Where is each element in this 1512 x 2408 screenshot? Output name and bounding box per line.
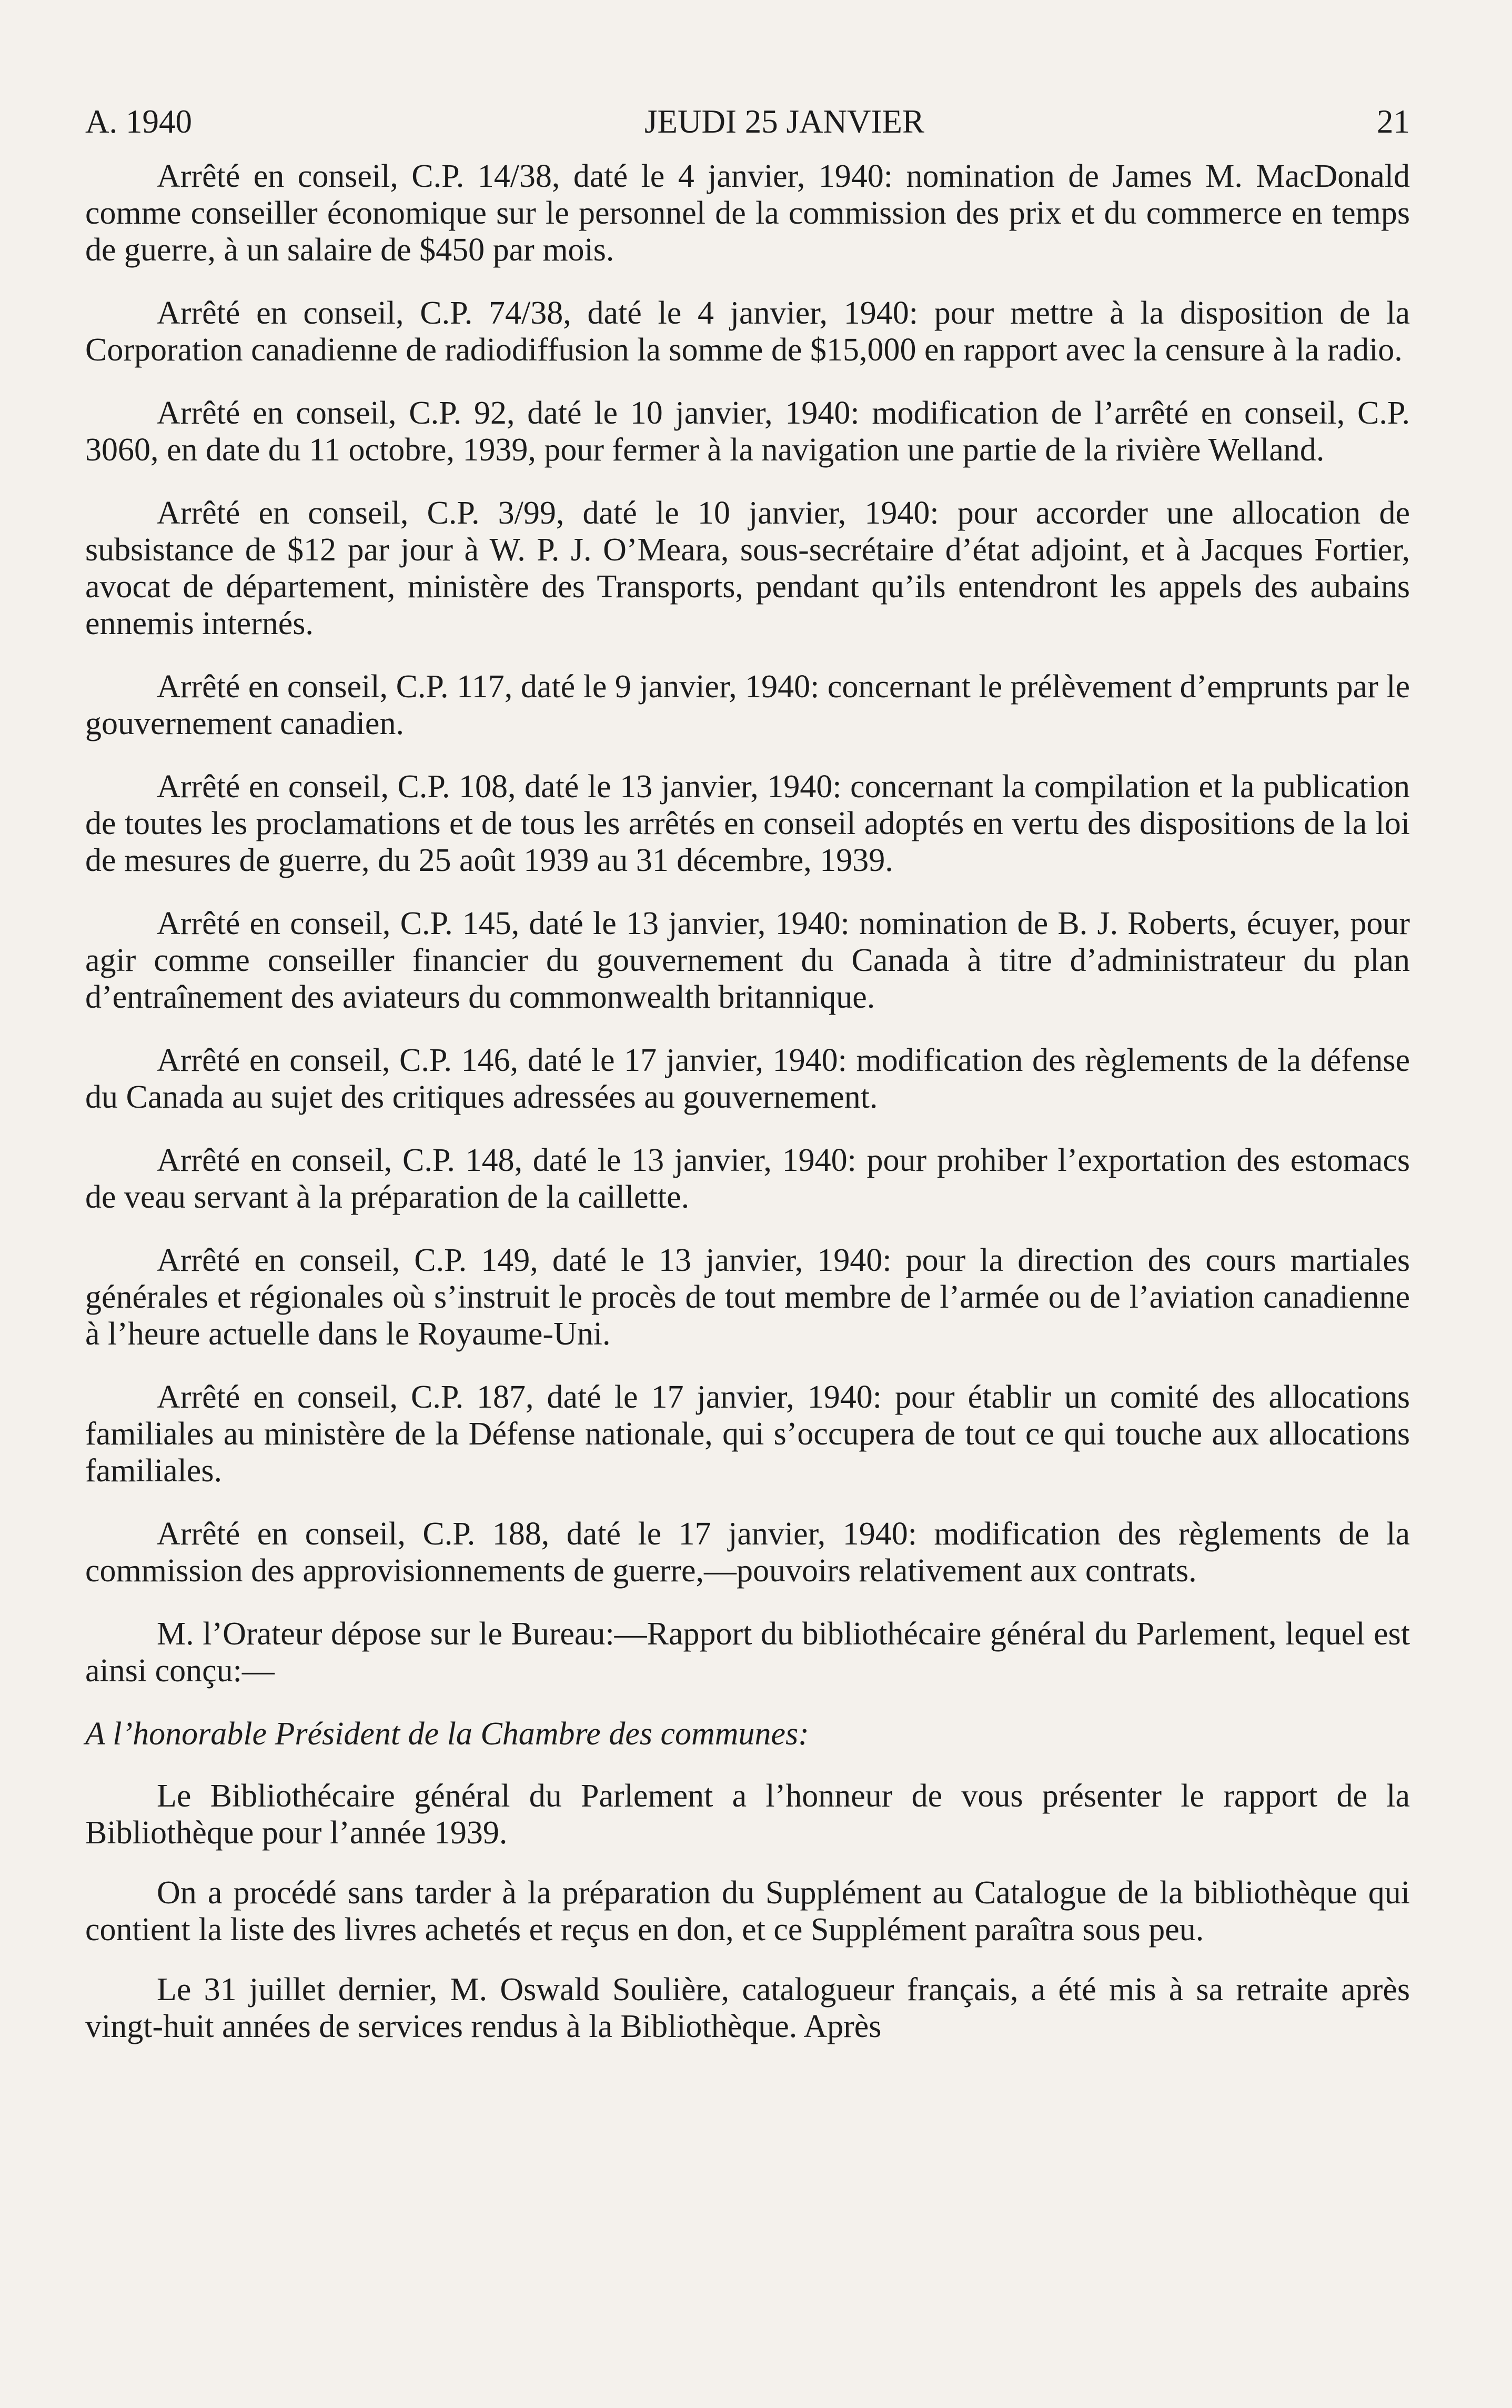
- order-paragraph: Arrêté en conseil, C.P. 14/38, daté le 4 janvier, 1940: nomination de James M. MacDonald comme conseiller économique sur le personnel de la commission des prix et du commerce en temps de guerre, à un salaire de $450 par mois.: [85, 158, 1410, 268]
- report-paragraph: Le 31 juillet dernier, M. Oswald Soulière, catalogueur français, a été mis à sa retraite après vingt-huit années de services rendus à la Bibliothèque. Après: [85, 1972, 1410, 2044]
- order-paragraph: Arrêté en conseil, C.P. 108, daté le 13 janvier, 1940: concernant la compilation et la publication de toutes les proclamations et de tous les arrêtés en conseil adoptés en vertu des dispositions de la loi de mesures de guerre, du 25 août 1939 au 31 décembre, 1939.: [85, 769, 1410, 878]
- header-year: A. 1940: [85, 103, 192, 140]
- order-paragraph: Arrêté en conseil, C.P. 117, daté le 9 janvier, 1940: concernant le prélèvement d’emprunts par le gouvernement canadien.: [85, 669, 1410, 741]
- order-paragraph: Arrêté en conseil, C.P. 146, daté le 17 janvier, 1940: modification des règlements de la défense du Canada au sujet des critiques adressées au gouvernement.: [85, 1042, 1410, 1115]
- order-paragraph: Arrêté en conseil, C.P. 74/38, daté le 4 janvier, 1940: pour mettre à la disposition de la Corporation canadienne de radiodiffusion la somme de $15,000 en rapport avec la censure à la radio.: [85, 295, 1410, 368]
- header-page-number: 21: [1377, 103, 1410, 140]
- order-paragraph: Arrêté en conseil, C.P. 188, daté le 17 janvier, 1940: modification des règlements de la commission des approvisionnements de guerre,—pouvoirs relativement aux contrats.: [85, 1516, 1410, 1589]
- report-paragraph: On a procédé sans tarder à la préparation du Supplément au Catalogue de la bibliothèque qui contient la liste des livres achetés et reçus en don, et ce Supplément paraîtra sous peu.: [85, 1875, 1410, 1948]
- order-paragraph: Arrêté en conseil, C.P. 148, daté le 13 janvier, 1940: pour prohiber l’exportation des estomacs de veau servant à la préparation de la caillette.: [85, 1142, 1410, 1215]
- report-address: A l’honorable Président de la Chambre des communes:: [85, 1716, 809, 1752]
- header-date: JEUDI 25 JANVIER: [644, 103, 924, 140]
- order-paragraph: Arrêté en conseil, C.P. 3/99, daté le 10 janvier, 1940: pour accorder une allocation de subsistance de $12 par jour à W. P. J. O’Meara, sous-secrétaire d’état adjoint, et à Jacques Fortier, avocat de département, ministère des Transports, pendant qu’ils entendront les appels des aubains ennemis internés.: [85, 495, 1410, 641]
- report-paragraph: Le Bibliothécaire général du Parlement a l’honneur de vous présenter le rapport de la Bibliothèque pour l’année 1939.: [85, 1778, 1410, 1851]
- speaker-tabling-paragraph: M. l’Orateur dépose sur le Bureau:—Rapport du bibliothécaire général du Parlement, lequel est ainsi conçu:—: [85, 1616, 1410, 1689]
- librarian-report: [85, 1778, 1410, 2045]
- orders-in-council: [85, 158, 1410, 1689]
- order-paragraph: Arrêté en conseil, C.P. 187, daté le 17 janvier, 1940: pour établir un comité des allocations familiales au ministère de la Défense nationale, qui s’occupera de tout ce qui touche aux allocations familiales.: [85, 1379, 1410, 1489]
- journal-page: [85, 103, 1410, 2068]
- order-paragraph: Arrêté en conseil, C.P. 92, daté le 10 janvier, 1940: modification de l’arrêté en conseil, C.P. 3060, en date du 11 octobre, 1939, pour fermer à la navigation une partie de la rivière Welland.: [85, 395, 1410, 468]
- order-paragraph: Arrêté en conseil, C.P. 145, daté le 13 janvier, 1940: nomination de B. J. Roberts, écuyer, pour agir comme conseiller financier du gouvernement du Canada à titre d’administrateur du plan d’entraînement des aviateurs du commonwealth britannique.: [85, 906, 1410, 1015]
- running-header: [85, 103, 1410, 140]
- order-paragraph: Arrêté en conseil, C.P. 149, daté le 13 janvier, 1940: pour la direction des cours martiales générales et régionales où s’instruit le procès de tout membre de l’armée ou de l’aviation canadienne à l’heure actuelle dans le Royaume-Uni.: [85, 1242, 1410, 1352]
